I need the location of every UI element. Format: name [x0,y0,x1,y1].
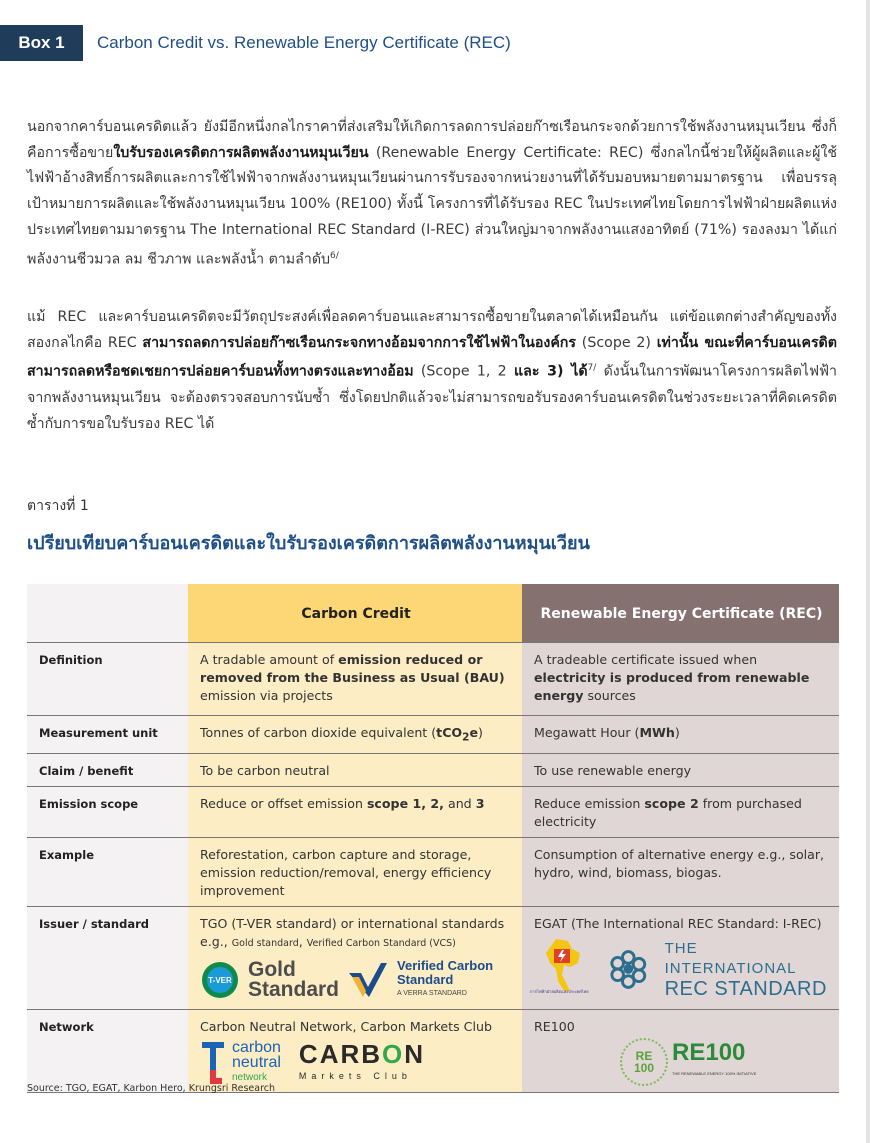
rec-example: Consumption of alternative energy e.g., solar, hydro, wind, biomass, biogas. [522,837,839,906]
row-label-unit: Measurement unit [27,716,188,754]
text: ) [478,725,483,740]
carbon-scope [188,786,522,837]
cmc-logo-text-a: CARB [298,1038,383,1069]
vcs-check-icon [347,961,389,999]
table-row [27,837,839,906]
text: tCO [436,725,463,740]
para2-bold-1: สามารถลดการปล่อยก๊าซเรือนกระจกทางอ้อมจากการใช้ไฟฟ้าในองค์กร [142,334,577,351]
irec-logo-text [665,939,829,999]
text: ) [674,725,680,740]
text: Verified Carbon Standard (VCS) [306,937,456,949]
table-row [27,1009,839,1092]
gold-logo-text-2: Standard [248,977,340,1001]
rec-issuer [522,906,839,1009]
re100-logos [620,1038,829,1086]
network-text: RE100 [534,1018,575,1034]
rec-network [522,1009,839,1092]
irec-logo-text-1: THE INTERNATIONAL [664,939,797,977]
vcs-logo [397,959,493,1001]
carbon-unit [188,716,522,754]
row-label-scope: Emission scope [27,786,188,837]
cn-logo-text-1: carbon [232,1039,281,1057]
para1-text-1: นอกจากคาร์บอนเครดิตแล้ว ยังมีอีกหนึ่งกลไกราคาที่ส่งเสริมให้เกิดการลดการปล่อยก๊าซเรือนกระจกด้วยการใช้พลังงานหมุนเวียน ซึ่งก็คือการซื้อขาย [27,119,837,161]
rec-standard-logos [530,937,829,1001]
para2-text-3: (Scope 1, 2 [413,364,514,381]
irec-logo-icon [608,948,649,990]
vcs-logo-text-1: Verified Carbon [397,957,494,973]
text: Megawatt Hour ( [534,725,640,740]
cmc-logo-text-b: N [404,1038,426,1069]
re100-badge-text-1: RE [635,1048,653,1063]
source-note: Source: TGO, EGAT, Karbon Hero, Krungsri Research [27,1083,276,1094]
text: from purchased electricity [534,795,802,829]
rec-definition [522,643,839,716]
cn-logo-text-2: neutral [232,1054,281,1072]
text: Tonnes of carbon dioxide equivalent ( [200,725,437,740]
tver-logo-text: T-VER [208,975,232,985]
row-label-claim: Claim / benefit [27,753,188,786]
carbon-network [188,1009,522,1092]
subscript: 2 [462,731,470,744]
rec-unit [522,716,839,754]
bold-text: MWh [639,725,675,740]
bold-text: emission reduced or removed from the Business as Usual (BAU) [200,652,505,685]
text: A tradeable certificate issued when [534,652,758,667]
row-label-example: Example [27,837,188,906]
bold-text: electricity is produced from renewable energy [534,670,810,703]
table-row [27,753,839,786]
para1-bold-1: ใบรับรองเครดิตการผลิตพลังงานหมุนเวียน [113,144,369,161]
table-row [27,906,839,1009]
text: sources [583,688,636,703]
rec-scope [522,786,839,837]
header-carbon-credit: Carbon Credit [188,584,522,643]
bold-text [436,725,478,744]
issuer-examples [200,933,512,953]
egat-logo [530,937,592,1001]
carbon-example: Reforestation, carbon capture and storage, emission reduction/removal, energy efficiency improvement [188,837,522,906]
bold-text: scope 1, 2, [366,795,444,811]
comparison-table [27,584,839,1093]
vcs-logo-text-3: A VERRA STANDARD [397,989,467,997]
footnote-6: 6/ [330,250,339,261]
re100-logo-text: RE100 [672,1038,746,1066]
issuer-text: TGO (T-VER standard) or international standards [200,915,505,931]
tver-logo [200,960,240,1000]
para2-text-1: แม้ REC และคาร์บอนเครดิตจะมีวัตถุประสงค์เพื่อลดคาร์บอนและสามารถซื้อขายในตลาดได้เหมือนกัน แต่ข้อแตกต่างสำคัญของทั้งสองกลไกคือ REC [27,309,837,351]
vcs-logo-text-2: Standard [397,971,454,987]
text: Reduce or offset emission [200,795,367,811]
text: A tradable amount of [200,652,339,667]
text: and [443,795,476,811]
table-title: เปรียบเทียบคาร์บอนเครดิตและใบรับรองเครดิตการผลิตพลังงานหมุนเวียน [27,533,590,554]
row-label-definition: Definition [27,643,188,716]
carbon-neutral-icon [200,1040,226,1086]
carbon-issuer [188,906,522,1009]
box-label: Box 1 [0,25,83,61]
rec-claim: To use renewable energy [522,753,839,786]
text: Reduce emission [534,795,645,811]
para2-bold-2: เท่านั้น ขณะที่คาร์บอนเครดิตสามารถลดหรือชดเชยการปล่อยคาร์บอนทั้งทางตรงและทางอ้อม [27,334,837,381]
carbon-definition [188,643,522,716]
gold-standard-logo [248,957,340,1001]
paragraph-rec-vs-carbon [27,305,837,437]
para1-text-2: (Renewable Energy Certificate: REC) ซึ่งกลไกนี้ช่วยให้ผู้ผลิตและผู้ใช้ไฟฟ้าอ้างสิทธิ์การผลิตและการใช้ไฟฟ้าจากพลังงานหมุนเวียนผ่านการรับรองจากหน่วยงานที่ได้รับมอบหมายตามมาตรฐาน เพื่อบรรลุเป้าหมายการผลิตและใช้พลังงานหมุนเวียน 100% (RE100) ทั้งนี้ โครงการที่ได้รับรอง REC ในประเทศไทยโดยการไฟฟ้าฝ่ายผลิตแห่งประเทศไทยตามมาตรฐาน The International REC Standard (I-REC) ส่วนใหญ่มาจากพลังงานแสงอาทิตย์ (71%) รองลงมา ได้แก่ พลังงานชีวมวล ลม ชีวภาพ และพลังน้ำ ตามลำดับ [27,144,837,268]
table-row [27,786,839,837]
irec-logo-text-2: REC STANDARD [664,977,827,1000]
network-text: Carbon Neutral Network, Carbon Markets Club [200,1018,492,1034]
table-header-row [27,584,839,643]
para2-text-2: (Scope 2) [576,334,657,351]
carbon-network-logos [200,1040,512,1086]
issuer-text: EGAT (The International REC Standard: I-REC) [534,915,822,931]
paragraph-rec-intro [27,115,837,273]
footnote-7: 7/ [587,363,597,374]
re100-badge-text-2: 100 [633,1060,655,1075]
re100-wordmark [672,1038,757,1083]
table-label: ตารางที่ 1 [27,498,89,514]
bold-text: scope 2 [644,795,699,811]
bold-text: 3 [475,795,485,811]
page-edge-strip [866,0,870,1143]
para2-bold-3: และ 3) ได้ [513,364,588,381]
re100-logo-subtext: THE RENEWABLE ENERGY 100% INITIATIVE [672,1070,757,1076]
text: e [469,725,478,740]
egat-logo-text: การไฟฟ้าฝ่ายผลิตแห่งประเทศไทย [530,988,589,994]
para2-text-4: ดังนั้นในการพัฒนาโครงการผลิตไฟฟ้าจากพลังงานหมุนเวียน จะต้องตรวจสอบการนับซ้ำ ซึ่งโดยปกติแล้วจะไม่สามารถขอรับรองคาร์บอนเครดิตในช่วงระยะเวลาที่คิดเครดิตซ้ำกับการขอใบรับรอง REC ได้ [27,364,838,432]
box-header [0,25,511,61]
text: e.g., [200,933,232,949]
box-title: Carbon Credit vs. Renewable Energy Certificate (REC) [97,33,511,52]
gold-logo-text-1: Gold [248,957,296,981]
header-empty-cell [27,584,188,643]
row-label-issuer: Issuer / standard [27,906,188,1009]
cn-logo-text-3: network [232,1072,268,1084]
text: Gold standard [231,937,299,949]
table-row [27,716,839,754]
row-label-network: Network [27,1009,188,1092]
re100-badge [620,1038,668,1086]
carbon-standard-logos [200,959,512,1001]
header-rec: Renewable Energy Certificate (REC) [522,584,839,643]
cmc-logo-text-2: Markets Club [298,1070,412,1081]
carbon-markets-club-logo: CARBON Markets Club [299,1041,425,1085]
carbon-neutral-network-logo [200,1040,281,1086]
text: emission via projects [200,688,333,703]
carbon-claim: To be carbon neutral [188,753,522,786]
table-row [27,643,839,716]
text: , [298,933,307,949]
